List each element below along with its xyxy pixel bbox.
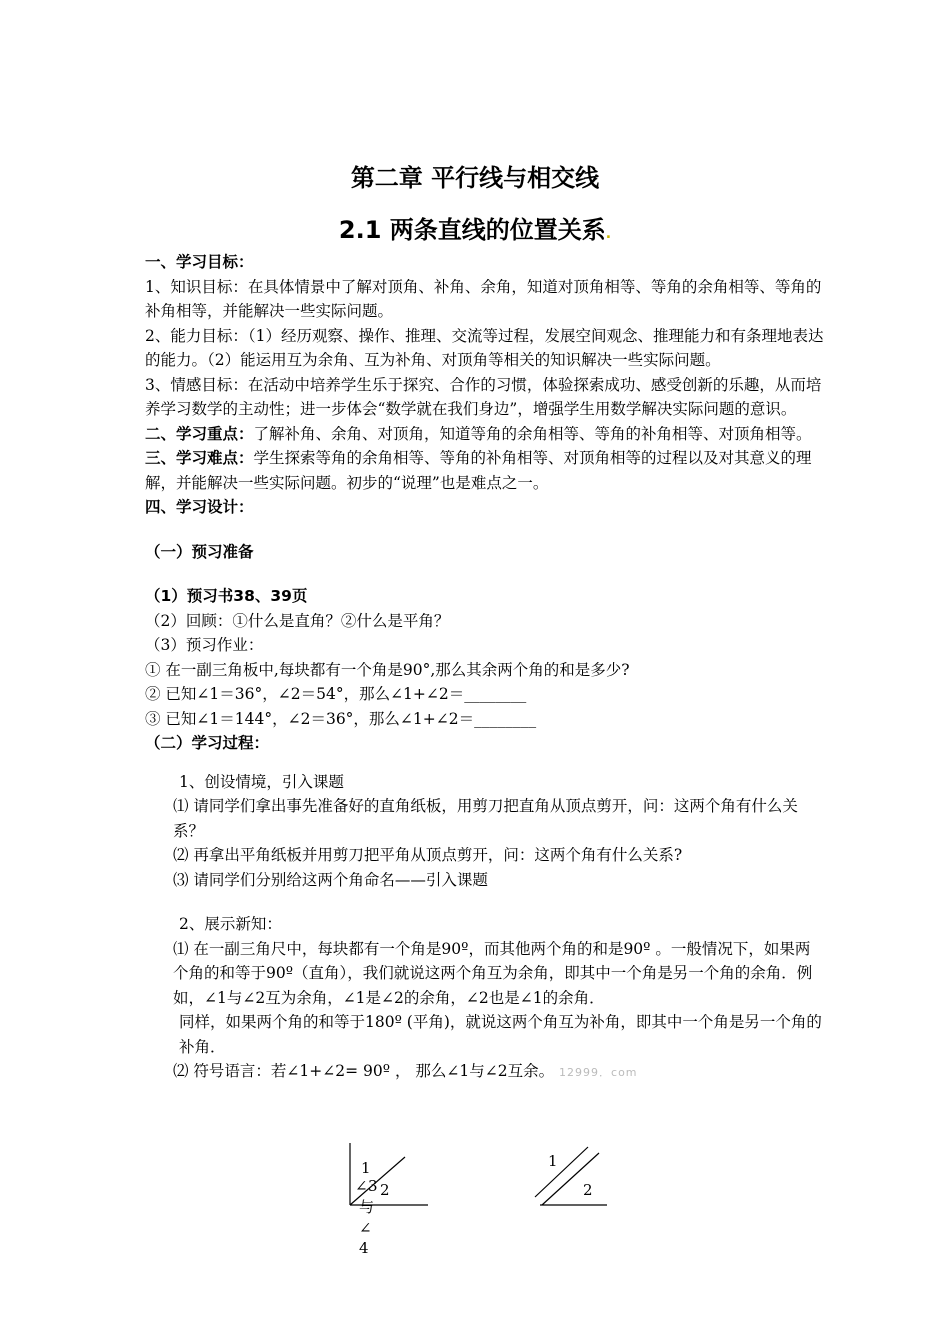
document-body bbox=[145, 250, 825, 1086]
left-stack-3: 与 bbox=[359, 1198, 375, 1216]
right-figure bbox=[535, 1147, 607, 1205]
difficulties bbox=[145, 446, 825, 495]
left-stack-2: 3 bbox=[368, 1177, 378, 1195]
prep-item-1: （1）预习书38、39页 bbox=[145, 587, 308, 605]
prep-heading: （一）预习准备 bbox=[145, 542, 254, 561]
section-title-text: 2.1 两条直线的位置关系 bbox=[338, 216, 606, 244]
prep-item-3: （3）预习作业： bbox=[145, 636, 264, 654]
difficulties-text: 学生探索等角的余角相等、等角的补角相等、对顶角相等的过程以及对其意义的理解，并能解决一些实际问题。初步的“说理”也是难点之一。 bbox=[145, 449, 812, 492]
right-label-1: 1 bbox=[548, 1152, 558, 1170]
new-knowledge-item-3 bbox=[145, 1059, 825, 1086]
section-title bbox=[0, 210, 950, 245]
situation-item-1: ⑴ 请同学们拿出事先准备好的直角纸板，用剪刀把直角从顶点剪开，问：这两个角有什么关系？ bbox=[173, 797, 798, 840]
symbol-language-text: ⑵ 符号语言：若∠1+∠2= 90º ， 那么∠1与∠2互余。 bbox=[173, 1062, 555, 1080]
section-title-dot: . bbox=[605, 226, 612, 242]
objective-ability: 2、能力目标：（1）经历观察、操作、推理、交流等过程，发展空间观念、推理能力和有条理地表达的能力。（2）能运用互为余角、互为补角、对顶角等相关的知识解决一些实际问题。 bbox=[145, 326, 824, 369]
prep-question-1: ① 在一副三角板中,每块都有一个角是90°,那么其余两个角的和是多少? bbox=[145, 660, 630, 679]
process-heading: （二）学习过程： bbox=[145, 734, 270, 752]
design-heading: 四、学习设计： bbox=[145, 498, 254, 516]
right-diagonal-line-1 bbox=[535, 1147, 588, 1197]
chapter-title: 第二章 平行线与相交线 bbox=[350, 164, 600, 192]
left-label-2: 2 bbox=[380, 1181, 390, 1199]
right-label-2: 2 bbox=[583, 1181, 593, 1199]
new-knowledge-item-1: ⑴ 在一副三角尺中，每块都有一个角是90º，而其他两个角的和是90º 。一般情况下，如果两个角的和等于90º（直角），我们就说这两个角互为余角，即其中一个角是另一个角的余角．例如，∠1与∠2互为余角，∠1是∠2的余角，∠2也是∠1的余角． bbox=[173, 939, 813, 1007]
situation-item-2: ⑵ 再拿出平角纸板并用剪刀把平角从顶点剪开，问：这两个角有什么关系? bbox=[173, 846, 683, 864]
new-knowledge-heading: 2、展示新知： bbox=[179, 915, 282, 933]
left-label-1: 1 bbox=[361, 1159, 371, 1177]
key-points-heading: 二、学习重点： bbox=[145, 424, 254, 443]
left-stack-4: ∠ bbox=[359, 1219, 372, 1237]
key-points-text: 了解补角、余角、对顶角，知道等角的余角相等、等角的补角相等、对顶角相等。 bbox=[253, 424, 812, 443]
left-stack-1: ∠ bbox=[355, 1177, 368, 1195]
objective-knowledge: 1、知识目标：在具体情景中了解对顶角、补角、余角，知道对顶角相等、等角的余角相等、等角的补角相等，并能解决一些实际问题。 bbox=[145, 277, 822, 320]
left-stack-5: 4 bbox=[359, 1239, 369, 1257]
prep-question-2: ② 已知∠1＝36°，∠2＝54°，那么∠1+∠2＝________ bbox=[145, 685, 527, 703]
situation-item-3: ⑶ 请同学们分别给这两个角命名——引入课题 bbox=[173, 870, 488, 889]
situation-heading: 1、创设情境，引入课题 bbox=[179, 772, 344, 791]
objective-emotion: 3、情感目标：在活动中培养学生乐于探究、合作的习惯，体验探索成功、感受创新的乐趣，从而培养学习数学的主动性；进一步体会“数学就在我们身边”，增强学生用数学解决实际问题的意识。 bbox=[145, 375, 822, 418]
new-knowledge-item-2: 同样，如果两个角的和等于180º (平角)，就说这两个角互为补角，即其中一个角是另一个角的补角． bbox=[179, 1013, 822, 1056]
objectives-heading: 一、学习目标： bbox=[145, 253, 254, 271]
watermark: 12999．com bbox=[559, 1066, 638, 1079]
key-points bbox=[145, 422, 825, 447]
prep-item-2: （2）回顾：①什么是直角？②什么是平角？ bbox=[145, 611, 450, 630]
left-figure bbox=[350, 1143, 428, 1257]
prep-question-3: ③ 已知∠1＝144°，∠2＝36°，那么∠1+∠2＝________ bbox=[145, 709, 537, 728]
angle-figure bbox=[330, 1135, 620, 1265]
difficulties-heading: 三、学习难点： bbox=[145, 449, 254, 467]
